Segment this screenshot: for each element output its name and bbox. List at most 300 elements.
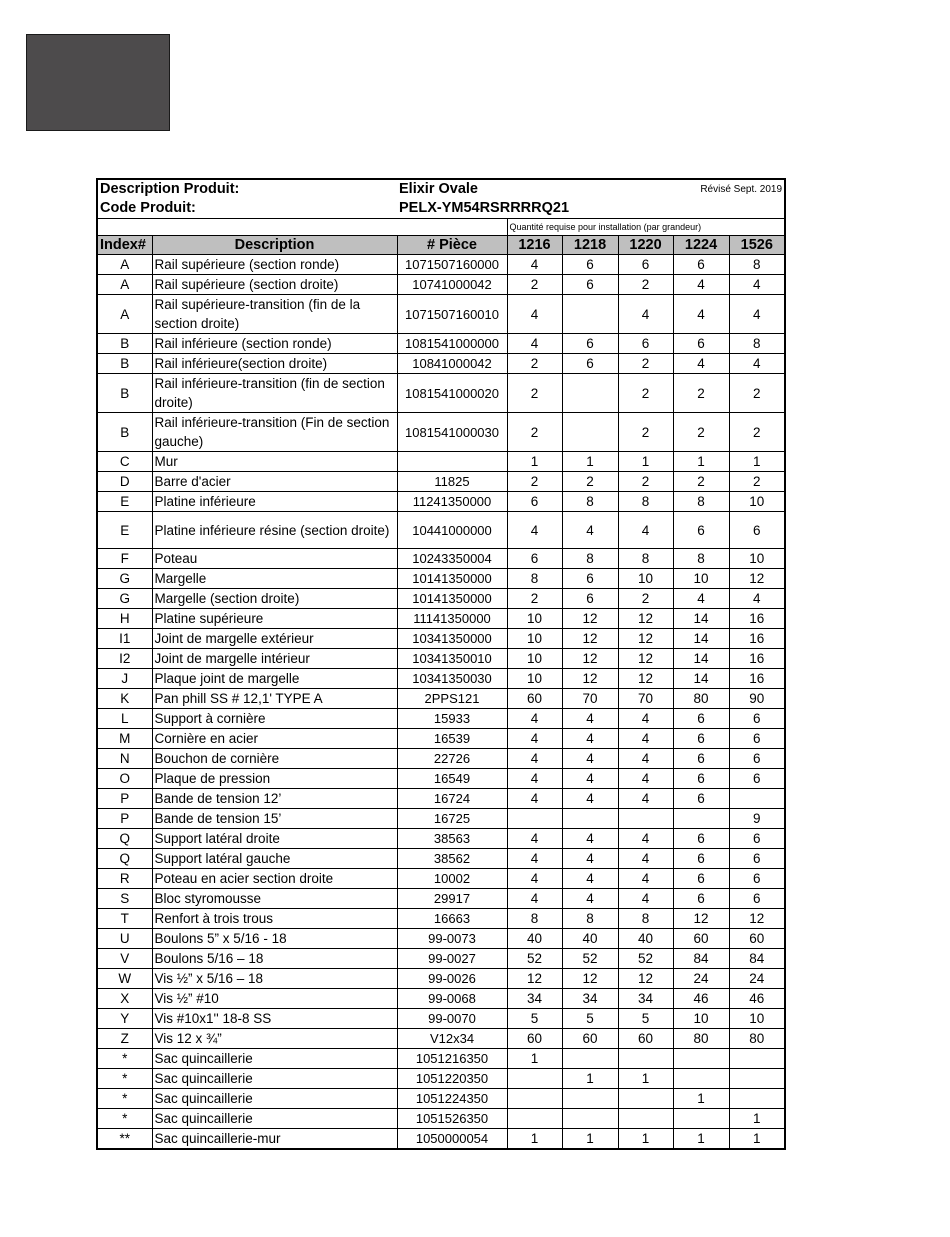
cell-piece-number: 16724 — [397, 789, 507, 809]
cell-piece-number: 16549 — [397, 769, 507, 789]
cell-quantity: 6 — [673, 512, 729, 549]
cell-index: B — [97, 413, 152, 452]
cell-index: * — [97, 1089, 152, 1109]
cell-piece-number: 22726 — [397, 749, 507, 769]
cell-quantity — [729, 1049, 785, 1069]
cell-quantity: 4 — [673, 589, 729, 609]
table-row — [97, 1129, 785, 1150]
cell-description: Joint de margelle extérieur — [152, 629, 397, 649]
cell-quantity: 2 — [729, 413, 785, 452]
table-row — [97, 749, 785, 769]
table-row — [97, 709, 785, 729]
cell-quantity: 14 — [673, 609, 729, 629]
cell-index: ** — [97, 1129, 152, 1150]
table-row — [97, 512, 785, 549]
cell-piece-number: 11241350000 — [397, 492, 507, 512]
cell-quantity: 1 — [673, 1129, 729, 1150]
cell-quantity — [673, 1109, 729, 1129]
cell-quantity: 4 — [618, 729, 673, 749]
cell-description: Vis #10x1'' 18-8 SS — [152, 1009, 397, 1029]
cell-quantity — [618, 1089, 673, 1109]
cell-quantity: 8 — [673, 549, 729, 569]
cell-quantity: 4 — [507, 729, 562, 749]
table-row — [97, 569, 785, 589]
cell-quantity — [562, 1109, 618, 1129]
table-row — [97, 1049, 785, 1069]
cell-index: U — [97, 929, 152, 949]
table-row — [97, 334, 785, 354]
cell-quantity: 84 — [729, 949, 785, 969]
cell-quantity — [673, 809, 729, 829]
cell-quantity: 70 — [562, 689, 618, 709]
cell-index: N — [97, 749, 152, 769]
cell-quantity: 10 — [729, 492, 785, 512]
cell-quantity: 52 — [507, 949, 562, 969]
cell-quantity: 60 — [507, 689, 562, 709]
cell-description: Sac quincaillerie — [152, 1069, 397, 1089]
cell-quantity: 6 — [507, 549, 562, 569]
cell-quantity: 2 — [618, 472, 673, 492]
cell-quantity: 6 — [562, 275, 618, 295]
cell-quantity: 1 — [562, 452, 618, 472]
table-row — [97, 869, 785, 889]
cell-description: Boulons 5” x 5/16 - 18 — [152, 929, 397, 949]
cell-index: W — [97, 969, 152, 989]
cell-index: * — [97, 1109, 152, 1129]
cell-quantity — [507, 1069, 562, 1089]
cell-piece-number: 10243350004 — [397, 549, 507, 569]
cell-quantity: 6 — [729, 512, 785, 549]
cell-description: Rail inférieure-transition (fin de section droite) — [152, 374, 397, 413]
table-row — [97, 629, 785, 649]
cell-index: I1 — [97, 629, 152, 649]
cell-description: Boulons 5/16 – 18 — [152, 949, 397, 969]
cell-description: Poteau — [152, 549, 397, 569]
cell-index: M — [97, 729, 152, 749]
cell-piece-number: 15933 — [397, 709, 507, 729]
cell-index: B — [97, 354, 152, 374]
cell-quantity: 10 — [507, 609, 562, 629]
cell-quantity: 80 — [673, 689, 729, 709]
cell-quantity: 5 — [562, 1009, 618, 1029]
cell-piece-number: 1081541000020 — [397, 374, 507, 413]
table-row — [97, 609, 785, 629]
table-row — [97, 809, 785, 829]
cell-index: B — [97, 374, 152, 413]
cell-quantity: 40 — [507, 929, 562, 949]
revision-date: Révisé Sept. 2019 — [700, 184, 783, 195]
column-header-size: 1216 — [507, 236, 562, 255]
cell-description: Support latéral droite — [152, 829, 397, 849]
cell-piece-number: 11141350000 — [397, 609, 507, 629]
cell-quantity: 4 — [507, 889, 562, 909]
cell-quantity — [507, 1109, 562, 1129]
cell-quantity: 4 — [562, 889, 618, 909]
cell-index: V — [97, 949, 152, 969]
cell-quantity: 6 — [729, 769, 785, 789]
cell-quantity: 1 — [618, 1069, 673, 1089]
table-row — [97, 889, 785, 909]
cell-quantity: 4 — [618, 849, 673, 869]
table-row — [97, 929, 785, 949]
cell-description: Mur — [152, 452, 397, 472]
table-row — [97, 1089, 785, 1109]
cell-quantity: 16 — [729, 649, 785, 669]
cell-quantity: 6 — [729, 889, 785, 909]
table-row — [97, 589, 785, 609]
cell-piece-number: 11825 — [397, 472, 507, 492]
cell-quantity: 4 — [507, 769, 562, 789]
table-row — [97, 374, 785, 413]
cell-description: Support à cornière — [152, 709, 397, 729]
cell-quantity: 60 — [729, 929, 785, 949]
cell-quantity: 10 — [729, 1009, 785, 1029]
cell-quantity: 4 — [618, 749, 673, 769]
cell-quantity: 12 — [618, 649, 673, 669]
cell-quantity: 6 — [729, 829, 785, 849]
cell-description: Platine inférieure — [152, 492, 397, 512]
cell-piece-number: 38562 — [397, 849, 507, 869]
cell-index: P — [97, 809, 152, 829]
column-header-row — [97, 236, 785, 255]
cell-description: Plaque de pression — [152, 769, 397, 789]
cell-index: O — [97, 769, 152, 789]
cell-quantity: 60 — [507, 1029, 562, 1049]
cell-index: E — [97, 492, 152, 512]
cell-quantity: 6 — [562, 569, 618, 589]
cell-index: * — [97, 1049, 152, 1069]
cell-index: T — [97, 909, 152, 929]
table-row — [97, 1109, 785, 1129]
cell-quantity: 6 — [562, 354, 618, 374]
cell-quantity: 14 — [673, 629, 729, 649]
cell-quantity: 2 — [507, 374, 562, 413]
cell-piece-number: 99-0073 — [397, 929, 507, 949]
cell-quantity: 4 — [729, 275, 785, 295]
cell-piece-number: 10741000042 — [397, 275, 507, 295]
cell-quantity: 2 — [507, 413, 562, 452]
cell-description: Rail inférieure-transition (Fin de section gauche) — [152, 413, 397, 452]
table-row — [97, 255, 785, 275]
cell-quantity: 8 — [562, 909, 618, 929]
cell-quantity: 34 — [562, 989, 618, 1009]
cell-quantity: 6 — [673, 829, 729, 849]
cell-description: Bande de tension 15’ — [152, 809, 397, 829]
table-row — [97, 492, 785, 512]
cell-quantity: 12 — [673, 909, 729, 929]
cell-quantity: 10 — [673, 1009, 729, 1029]
table-row — [97, 669, 785, 689]
cell-index: Y — [97, 1009, 152, 1029]
cell-quantity: 1 — [729, 1129, 785, 1150]
cell-quantity: 4 — [618, 789, 673, 809]
cell-piece-number: 99-0070 — [397, 1009, 507, 1029]
cell-quantity: 2 — [507, 589, 562, 609]
cell-description: Sac quincaillerie — [152, 1049, 397, 1069]
table-row — [97, 849, 785, 869]
product-code-row — [97, 199, 785, 219]
cell-index: A — [97, 255, 152, 275]
cell-quantity: 6 — [618, 255, 673, 275]
cell-quantity: 4 — [729, 354, 785, 374]
table-row — [97, 689, 785, 709]
cell-quantity: 12 — [562, 669, 618, 689]
cell-quantity: 8 — [618, 909, 673, 929]
cell-index: P — [97, 789, 152, 809]
cell-quantity: 1 — [562, 1069, 618, 1089]
table-row — [97, 354, 785, 374]
cell-index: I2 — [97, 649, 152, 669]
cell-quantity: 4 — [729, 589, 785, 609]
table-row — [97, 413, 785, 452]
cell-quantity: 4 — [673, 354, 729, 374]
cell-description: Rail supérieure (section droite) — [152, 275, 397, 295]
cell-quantity: 8 — [729, 334, 785, 354]
cell-quantity: 80 — [729, 1029, 785, 1049]
cell-description: Sac quincaillerie — [152, 1089, 397, 1109]
cell-quantity: 12 — [618, 669, 673, 689]
table-row — [97, 1069, 785, 1089]
cell-description: Vis 12 x ¾” — [152, 1029, 397, 1049]
cell-quantity: 4 — [562, 869, 618, 889]
cell-quantity: 2 — [618, 354, 673, 374]
cell-quantity: 1 — [562, 1129, 618, 1150]
logo-placeholder — [26, 34, 170, 131]
table-row — [97, 769, 785, 789]
cell-quantity: 2 — [618, 374, 673, 413]
cell-index: G — [97, 569, 152, 589]
cell-quantity: 24 — [729, 969, 785, 989]
cell-quantity — [673, 1049, 729, 1069]
cell-description: Rail inférieure (section ronde) — [152, 334, 397, 354]
cell-index: H — [97, 609, 152, 629]
cell-description: Barre d'acier — [152, 472, 397, 492]
cell-quantity: 8 — [673, 492, 729, 512]
cell-quantity: 4 — [729, 295, 785, 334]
cell-quantity: 24 — [673, 969, 729, 989]
cell-quantity: 60 — [618, 1029, 673, 1049]
cell-quantity: 40 — [562, 929, 618, 949]
cell-quantity: 2 — [729, 374, 785, 413]
cell-piece-number: 16725 — [397, 809, 507, 829]
cell-piece-number: 1071507160010 — [397, 295, 507, 334]
cell-piece-number — [397, 452, 507, 472]
cell-piece-number: 99-0026 — [397, 969, 507, 989]
cell-quantity: 12 — [618, 629, 673, 649]
column-header-size: 1218 — [562, 236, 618, 255]
cell-quantity: 1 — [729, 452, 785, 472]
cell-piece-number: 1081541000000 — [397, 334, 507, 354]
cell-quantity: 6 — [673, 255, 729, 275]
table-row — [97, 829, 785, 849]
cell-piece-number: 10341350000 — [397, 629, 507, 649]
table-row — [97, 472, 785, 492]
cell-piece-number: 1051220350 — [397, 1069, 507, 1089]
cell-quantity: 46 — [729, 989, 785, 1009]
cell-index: X — [97, 989, 152, 1009]
cell-quantity: 8 — [562, 492, 618, 512]
cell-quantity — [729, 1069, 785, 1089]
cell-quantity: 2 — [507, 275, 562, 295]
cell-description: Plaque joint de margelle — [152, 669, 397, 689]
cell-quantity: 4 — [507, 749, 562, 769]
cell-quantity: 1 — [507, 1049, 562, 1069]
cell-quantity: 4 — [618, 829, 673, 849]
column-header-description: Description — [152, 236, 397, 255]
cell-quantity: 60 — [562, 1029, 618, 1049]
cell-quantity: 12 — [729, 909, 785, 929]
cell-index: * — [97, 1069, 152, 1089]
cell-quantity — [562, 295, 618, 334]
cell-quantity — [673, 1069, 729, 1089]
cell-piece-number: 16539 — [397, 729, 507, 749]
cell-description: Vis ½” x 5/16 – 18 — [152, 969, 397, 989]
cell-quantity: 4 — [507, 829, 562, 849]
cell-description: Margelle — [152, 569, 397, 589]
table-row — [97, 295, 785, 334]
cell-piece-number: 10841000042 — [397, 354, 507, 374]
cell-quantity: 12 — [618, 609, 673, 629]
cell-piece-number: 10141350000 — [397, 589, 507, 609]
quantity-note-row — [97, 219, 785, 236]
cell-quantity: 5 — [618, 1009, 673, 1029]
cell-quantity: 12 — [729, 569, 785, 589]
cell-piece-number: 10141350000 — [397, 569, 507, 589]
cell-quantity: 4 — [507, 512, 562, 549]
cell-description: Margelle (section droite) — [152, 589, 397, 609]
cell-quantity: 4 — [507, 334, 562, 354]
cell-quantity: 6 — [562, 589, 618, 609]
cell-quantity: 8 — [507, 569, 562, 589]
cell-quantity — [562, 1049, 618, 1069]
cell-quantity: 4 — [618, 709, 673, 729]
cell-piece-number: 1051216350 — [397, 1049, 507, 1069]
table-row — [97, 275, 785, 295]
quantity-note: Quantité requise pour installation (par grandeur) — [507, 219, 785, 236]
cell-quantity: 52 — [618, 949, 673, 969]
cell-quantity: 4 — [618, 295, 673, 334]
cell-description: Sac quincaillerie — [152, 1109, 397, 1129]
cell-piece-number: 10441000000 — [397, 512, 507, 549]
cell-quantity: 4 — [507, 789, 562, 809]
cell-index: D — [97, 472, 152, 492]
cell-quantity — [562, 809, 618, 829]
cell-quantity: 6 — [673, 709, 729, 729]
cell-quantity: 4 — [562, 789, 618, 809]
cell-piece-number: 1081541000030 — [397, 413, 507, 452]
cell-description: Rail inférieure(section droite) — [152, 354, 397, 374]
cell-description: Platine inférieure résine (section droite) — [152, 512, 397, 549]
cell-quantity: 6 — [618, 334, 673, 354]
cell-quantity — [729, 1089, 785, 1109]
cell-quantity: 34 — [507, 989, 562, 1009]
cell-quantity: 5 — [507, 1009, 562, 1029]
cell-quantity: 8 — [618, 549, 673, 569]
cell-quantity: 16 — [729, 609, 785, 629]
cell-quantity: 9 — [729, 809, 785, 829]
cell-description: Rail supérieure-transition (fin de la section droite) — [152, 295, 397, 334]
table-row — [97, 1029, 785, 1049]
cell-quantity: 12 — [562, 629, 618, 649]
cell-index: G — [97, 589, 152, 609]
cell-quantity: 1 — [729, 1109, 785, 1129]
cell-quantity: 1 — [618, 1129, 673, 1150]
code-label: Code Produit: — [100, 200, 196, 216]
cell-quantity: 2 — [673, 413, 729, 452]
cell-quantity: 4 — [562, 769, 618, 789]
cell-index: J — [97, 669, 152, 689]
cell-piece-number: 29917 — [397, 889, 507, 909]
cell-description: Bande de tension 12’ — [152, 789, 397, 809]
cell-quantity: 10 — [673, 569, 729, 589]
cell-quantity: 2 — [562, 472, 618, 492]
cell-quantity: 6 — [673, 849, 729, 869]
cell-quantity: 40 — [618, 929, 673, 949]
cell-quantity: 6 — [673, 334, 729, 354]
cell-quantity: 4 — [673, 295, 729, 334]
cell-quantity: 8 — [618, 492, 673, 512]
cell-piece-number: 99-0068 — [397, 989, 507, 1009]
cell-description: Pan phill SS # 12,1' TYPE A — [152, 689, 397, 709]
cell-quantity: 2 — [507, 354, 562, 374]
cell-quantity: 52 — [562, 949, 618, 969]
cell-quantity — [562, 1089, 618, 1109]
cell-quantity: 10 — [507, 629, 562, 649]
cell-quantity: 10 — [618, 569, 673, 589]
cell-quantity: 12 — [562, 969, 618, 989]
cell-quantity: 6 — [673, 749, 729, 769]
cell-quantity: 12 — [562, 649, 618, 669]
cell-quantity: 6 — [729, 709, 785, 729]
cell-quantity: 2 — [729, 472, 785, 492]
table-row — [97, 452, 785, 472]
column-header-piece: # Pièce — [397, 236, 507, 255]
cell-quantity — [507, 809, 562, 829]
product-description-row — [97, 179, 785, 199]
cell-quantity: 6 — [729, 869, 785, 889]
cell-description: Poteau en acier section droite — [152, 869, 397, 889]
cell-index: L — [97, 709, 152, 729]
cell-quantity: 80 — [673, 1029, 729, 1049]
cell-quantity: 8 — [729, 255, 785, 275]
cell-piece-number: 1051526350 — [397, 1109, 507, 1129]
cell-quantity: 4 — [618, 869, 673, 889]
cell-piece-number: 10002 — [397, 869, 507, 889]
cell-index: E — [97, 512, 152, 549]
cell-quantity: 4 — [562, 709, 618, 729]
cell-quantity: 10 — [507, 669, 562, 689]
cell-quantity: 6 — [673, 889, 729, 909]
spacer-cell — [97, 219, 507, 236]
column-header-index: Index# — [97, 236, 152, 255]
cell-index: B — [97, 334, 152, 354]
table-row — [97, 909, 785, 929]
table-row — [97, 549, 785, 569]
cell-quantity: 6 — [729, 729, 785, 749]
table-row — [97, 789, 785, 809]
cell-index: Q — [97, 849, 152, 869]
cell-index: Q — [97, 829, 152, 849]
cell-description: Platine supérieure — [152, 609, 397, 629]
cell-quantity: 2 — [673, 374, 729, 413]
cell-quantity: 2 — [618, 413, 673, 452]
cell-quantity: 4 — [562, 729, 618, 749]
cell-index: R — [97, 869, 152, 889]
cell-index: A — [97, 275, 152, 295]
cell-quantity: 4 — [507, 709, 562, 729]
cell-piece-number: 1050000054 — [397, 1129, 507, 1150]
cell-index: C — [97, 452, 152, 472]
